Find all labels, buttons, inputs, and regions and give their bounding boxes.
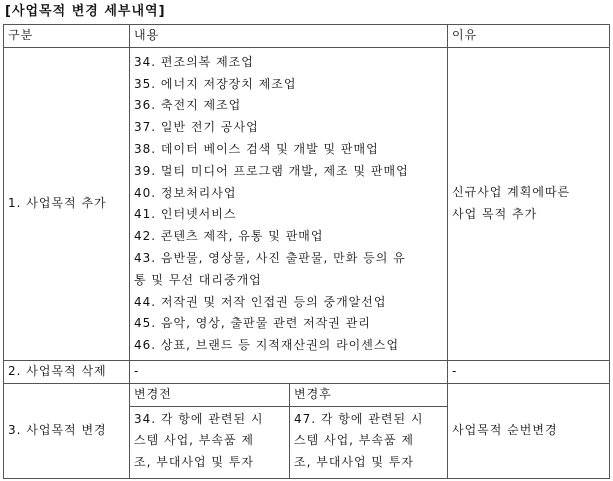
list-item: 35. 에너지 저장장치 제조업 — [134, 76, 297, 91]
add-category: 1. 사업목적 추가 — [4, 47, 130, 360]
table-row-change-header — [4, 383, 610, 406]
header-row — [4, 25, 610, 48]
list-item: 43. 음반물, 영상물, 사진 출판물, 만화 등의 유 — [134, 250, 406, 265]
change-after-content — [290, 406, 448, 478]
list-item: 통 및 무선 대리중개업 — [134, 272, 262, 287]
add-reason-line2: 사업 목적 추가 — [452, 206, 538, 221]
list-item: 38. 데이터 베이스 검색 및 개발 및 판매업 — [134, 141, 379, 156]
list-item: 39. 멀티 미디어 프로그램 개발, 제조 및 판매업 — [134, 163, 409, 178]
change-category: 3. 사업목적 변경 — [4, 383, 130, 478]
delete-reason: - — [448, 360, 610, 383]
list-item: 41. 인터넷서비스 — [134, 207, 237, 222]
change-before-content — [130, 406, 290, 478]
add-reason — [448, 47, 610, 360]
change-after-line: 47. 각 항에 관련된 시 — [294, 411, 424, 426]
change-after-line: 스템 사업, 부속품 제 — [294, 433, 414, 448]
add-reason-line1: 신규사업 계획에따른 — [452, 185, 571, 200]
list-item: 36. 축전지 제조업 — [134, 98, 242, 113]
header-content: 내용 — [130, 25, 448, 48]
business-purpose-table — [3, 24, 610, 479]
table-row-add — [4, 47, 610, 360]
list-item: 40. 정보처리사업 — [134, 185, 237, 200]
add-item-list — [130, 47, 448, 360]
list-item: 42. 콘텐츠 제작, 유통 및 판매업 — [134, 229, 324, 244]
change-reason: 사업목적 순번변경 — [448, 383, 610, 478]
list-item: 46. 상표, 브랜드 등 지적재산권의 라이센스업 — [134, 338, 400, 353]
header-category: 구분 — [4, 25, 130, 48]
change-before-line: 스템 사업, 부속품 제 — [134, 433, 254, 448]
change-before-header: 변경전 — [130, 383, 290, 406]
delete-category: 2. 사업목적 삭제 — [4, 360, 130, 383]
change-before-line: 조, 부대사업 및 투자 — [134, 455, 254, 470]
list-item: 37. 일반 전기 공사업 — [134, 120, 259, 135]
delete-content: - — [130, 360, 448, 383]
list-item: 45. 음악, 영상, 출판물 관련 저작권 관리 — [134, 316, 371, 331]
table-row-delete — [4, 360, 610, 383]
change-after-line: 조, 부대사업 및 투자 — [294, 455, 414, 470]
list-item: 34. 편조의복 제조업 — [134, 54, 254, 69]
header-reason: 이유 — [448, 25, 610, 48]
page-title: [사업목적 변경 세부내역] — [5, 4, 166, 19]
change-before-line: 34. 각 항에 관련된 시 — [134, 411, 264, 426]
change-after-header: 변경후 — [290, 383, 448, 406]
list-item: 44. 저작권 및 저작 인접권 등의 중개알선업 — [134, 294, 387, 309]
